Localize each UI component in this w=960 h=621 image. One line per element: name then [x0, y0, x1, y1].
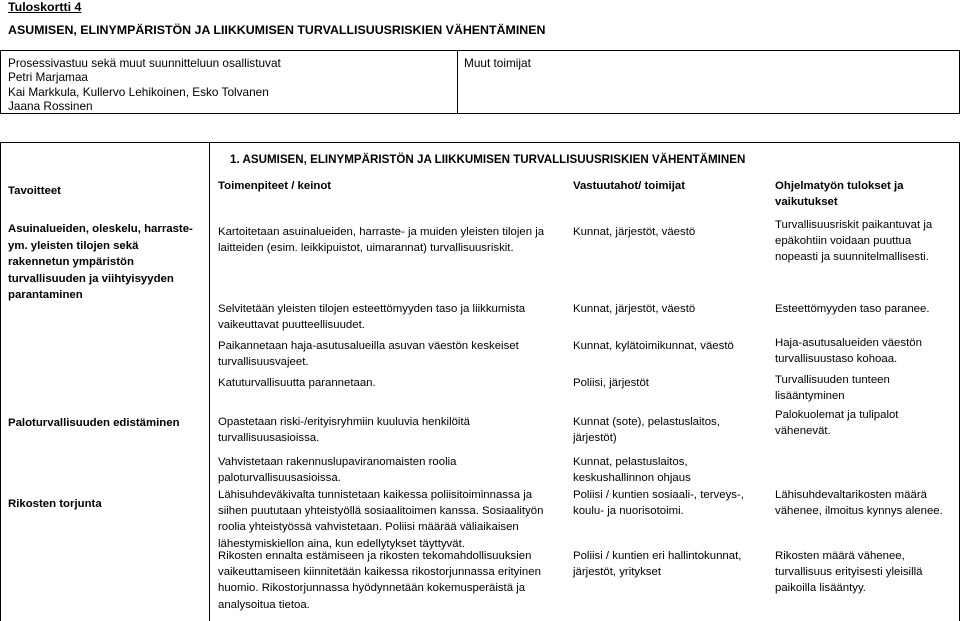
action-cell: Rikosten ennalta estämiseen ja rikosten tekomahdollisuuksien vaikeuttamiseen kiinnitetään kaikessa rikostorjunnassa erityinen huomio. Rikostorjunnassa hyödynnetään kokemusperäistä ja analysoitua tietoa.: [218, 550, 541, 611]
goal-living-environment: Asuinalueiden, oleskelu, harraste- ym. yleisten tilojen sekä rakennetun ympäristön turvallisuuden ja viihtyisyyden parantaminen: [8, 223, 193, 301]
header-actions: Toimenpiteet / keinot: [218, 180, 332, 192]
outcome-cell: Haja-asutusalueiden väestön turvallisuustaso kohoaa.: [775, 337, 922, 366]
goal-crime-prevention: Rikosten torjunta: [8, 498, 102, 510]
header-responsible: Vastuutahot/ toimijat: [573, 180, 686, 192]
responsible-cell: Kunnat, kylätoimikunnat, väestö: [573, 340, 734, 352]
goal-fire-safety: Paloturvallisuuden edistäminen: [8, 417, 180, 429]
header-goals: Tavoitteet: [8, 185, 61, 197]
table-border: [0, 142, 960, 143]
participant-name: Petri Marjamaa: [8, 70, 88, 85]
document-title: Tuloskortti 4: [8, 0, 82, 14]
responsible-cell: Poliisi / kuntien eri hallintokunnat, järjestöt, yritykset: [573, 550, 742, 579]
action-cell: Selvitetään yleisten tilojen esteettömyyden taso ja liikkumista vaikeuttavat puutteellisuudet.: [218, 303, 526, 332]
responsible-cell: Kunnat, pelastuslaitos, keskushallinnon ohjaus: [573, 456, 691, 485]
action-cell: Paikannetaan haja-asutusalueilla asuvan väestön keskeiset turvallisuusvajeet.: [218, 340, 519, 369]
participants-label: Prosessivastuu sekä muut suunnitteluun osallistuvat: [8, 56, 281, 70]
outcome-cell: Esteettömyyden taso paranee.: [775, 303, 930, 315]
other-actors-label: Muut toimijat: [464, 56, 531, 70]
action-cell: Opastetaan riski-/erityisryhmiin kuuluvia henkilöitä turvallisuusasioissa.: [218, 416, 470, 445]
participants-table: [0, 50, 960, 114]
responsible-cell: Kunnat, järjestöt, väestö: [573, 226, 696, 238]
outcome-cell: Turvallisuuden tunteen lisääntyminen: [775, 374, 890, 403]
participants-list: [8, 56, 281, 113]
header-outcomes: Ohjelmatyön tulokset ja vaikutukset: [775, 180, 904, 209]
document-heading: ASUMISEN, ELINYMPÄRISTÖN JA LIIKKUMISEN TURVALLISUUSRISKIEN VÄHENTÄMINEN: [8, 23, 546, 37]
responsible-cell: Kunnat (sote), pelastuslaitos, järjestöt): [573, 416, 720, 445]
action-cell: Lähisuhdeväkivalta tunnistetaan kaikessa poliisitoiminnassa ja siihen puututaan yhteistyöllä sosiaalitoimen kanssa. Sosiaalityön roolia yhteistyössä vahvistetaan. Poliisi määrää väliaikaisen lähestymiskiellon aina, kun edellytykset täyttyvät.: [218, 489, 544, 550]
outcome-cell: Turvallisuusriskit paikantuvat ja epäkohtiin voidaan puuttua nopeasti ja suunnitelmallisesti.: [775, 219, 933, 264]
outcome-cell: Palokuolemat ja tulipalot vähenevät.: [775, 409, 899, 438]
action-cell: Kartoitetaan asuinalueiden, harraste- ja muiden yleisten tilojen ja laitteiden (esim. leikkipuistot, uimarannat) turvallisuusriskit.: [218, 226, 545, 255]
outcome-cell: Rikosten määrä vähenee, turvallisuus erityisesti yleisillä paikoilla lisääntyy.: [775, 550, 923, 595]
participant-name: Jaana Rossinen: [8, 98, 93, 113]
participant-names: Kai Markkula, Kullervo Lehikoinen, Esko Tolvanen: [8, 84, 269, 99]
action-cell: Vahvistetaan rakennuslupaviranomaisten roolia paloturvallisuusasioissa.: [218, 456, 457, 485]
responsible-cell: Kunnat, järjestöt, väestö: [573, 303, 696, 315]
column-divider: [209, 142, 210, 621]
outcome-cell: Lähisuhdevaltarikosten määrä vähenee, ilmoitus kynnys alenee.: [775, 489, 943, 518]
responsible-cell: Poliisi / kuntien sosiaali-, terveys-, koulu- ja nuorisotoimi.: [573, 489, 744, 518]
action-cell: Katuturvallisuutta parannetaan.: [218, 377, 376, 389]
table-border: [0, 142, 1, 621]
section-title: 1. ASUMISEN, ELINYMPÄRISTÖN JA LIIKKUMISEN TURVALLISUUSRISKIEN VÄHENTÄMINEN: [230, 153, 746, 166]
responsible-cell: Poliisi, järjestöt: [573, 377, 649, 389]
